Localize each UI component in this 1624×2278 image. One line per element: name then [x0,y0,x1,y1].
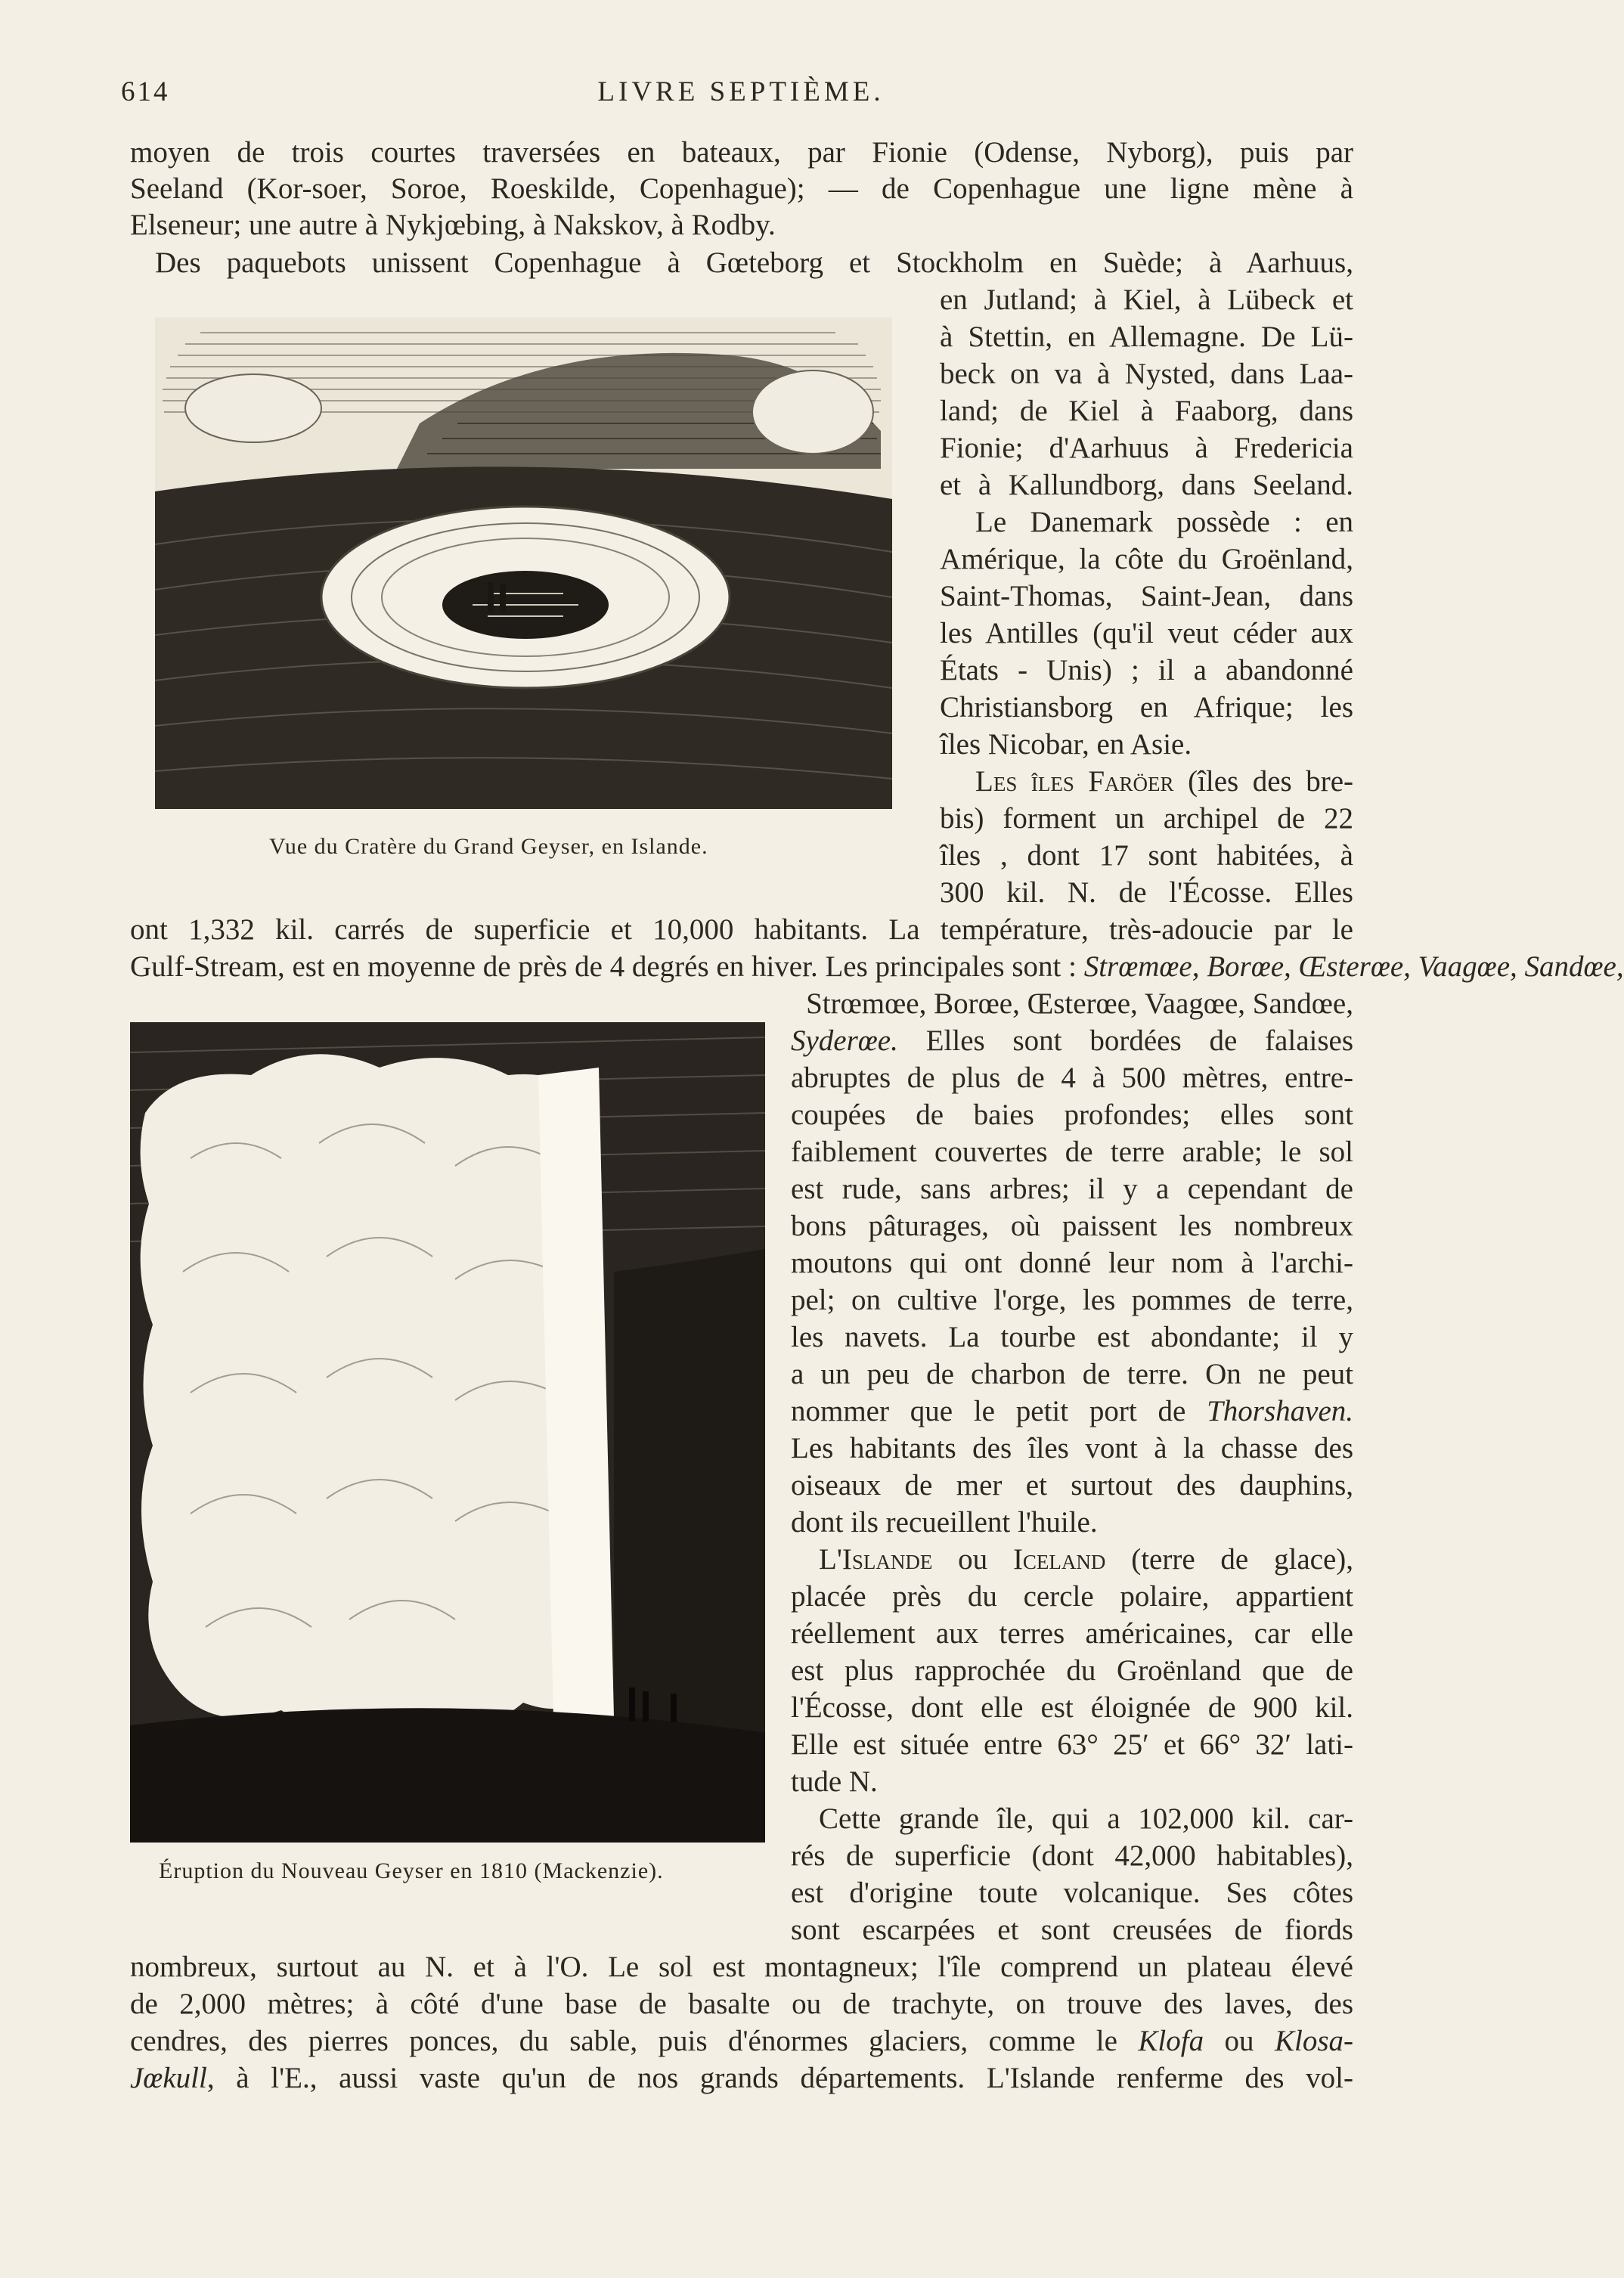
text-line: Les habitants des îles vont à la chasse des [791,1432,1353,1464]
text-line: 300 kil. N. de l'Écosse. Elles [940,876,1353,909]
eruption-engraving [130,1022,765,1843]
text-line: tude N. [791,1765,878,1798]
text-line: coupées de baies profondes; elles sont [791,1099,1353,1131]
page-number: 614 [121,76,170,107]
text-line: est d'origine toute volcanique. Ses côtes [791,1877,1353,1909]
text-line: abruptes de plus de 4 à 500 mètres, entre- [791,1062,1353,1094]
crater-caption: Vue du Cratère du Grand Geyser, en Islande. [269,834,708,859]
crater-engraving [155,318,892,809]
iceland-small-caps: Iceland [1012,1543,1106,1576]
text-line: cendres, des pierres ponces, du sable, puis d'énormes glaciers, comme le Klofa ou Klosa- [130,2025,1354,2057]
text-line: les navets. La tourbe est abondante; il y [791,1321,1353,1353]
text-line: réellement aux terres américaines, car elle [791,1617,1353,1650]
text-line: nommer que le petit port de Thorshaven. [791,1395,1354,1427]
text-line: États - Unis) ; il a abandonné [940,654,1353,686]
text-line: dont ils recueillent l'huile. [791,1506,1098,1539]
text-line: Saint-Thomas, Saint-Jean, dans [940,580,1353,612]
text-line: Amérique, la côte du Groënland, [940,543,1353,575]
text-line: ont 1,332 kil. carrés de superficie et 10,000 habitants. La température, très-adoucie par le [130,913,1353,946]
text-line: Le Danemark possède : en [975,506,1353,538]
joekull-italic: Jœkull [130,2062,207,2094]
text-line: Fionie; d'Aarhuus à Fredericia [940,432,1353,464]
text-line: pel; on cultive l'orge, les pommes de terre, [791,1284,1353,1316]
thorshaven-italic: Thorshaven. [1207,1395,1354,1427]
text-line: est plus rapprochée du Groënland que de [791,1654,1353,1687]
text-line: Les îles Faröer (îles des bre- [975,765,1353,798]
text-line: Elseneur; une autre à Nykjœbing, à Nakskov, à Rodby. [130,209,776,241]
text-line: Strœmœe, Borœe, Œsterœe, Vaagœe, Sandœe, [806,987,1353,1020]
text-line: sont escarpées et sont creusées de fiords [791,1914,1353,1946]
eruption-caption: Éruption du Nouveau Geyser en 1810 (Mackenzie). [159,1858,664,1883]
faroer-small-caps: Les îles Faröer [975,765,1174,798]
text-line: moyen de trois courtes traversées en bateaux, par Fionie (Odense, Nyborg), puis par [130,136,1353,169]
text-line: l'Écosse, dont elle est éloignée de 900 kil. [791,1691,1353,1724]
text-line: à Stettin, en Allemagne. De Lü- [940,321,1353,353]
text-line: oiseaux de mer et surtout des dauphins, [791,1469,1353,1502]
text-line: land; de Kiel à Faaborg, dans [940,395,1353,427]
text-line: nombreux, surtout au N. et à l'O. Le sol est montagneux; l'île comprend un plateau élevé [130,1951,1353,1983]
text-line: îles Nicobar, en Asie. [940,728,1192,761]
text-line: Seeland (Kor-soer, Soroe, Roeskilde, Copenhague); — de Copenhague une ligne mène à [130,172,1353,205]
text-line: Cette grande île, qui a 102,000 kil. car- [819,1802,1353,1835]
text-line: Elle est située entre 63° 25′ et 66° 32′ lati- [791,1728,1353,1761]
text-line: de 2,000 mètres; à côté d'une base de basalte ou de trachyte, on trouve des laves, des [130,1988,1353,2020]
text-line: beck on va à Nysted, dans Laa- [940,358,1353,390]
text-line: a un peu de charbon de terre. On ne peut [791,1358,1353,1390]
klosa-italic: Klosa- [1275,2025,1354,2057]
text-line: îles , dont 17 sont habitées, à [940,839,1353,872]
text-line: Syderœe. Elles sont bordées de falaises [791,1024,1354,1057]
text-line: est rude, sans arbres; il y a cependant de [791,1173,1353,1205]
text-line: Gulf-Stream, est en moyenne de près de 4 degrés en hiver. Les principales sont : Strœmœe, Borœe, Œsterœe, Vaagœe, Sandœe, [130,950,1624,983]
text-line: les Antilles (qu'il veut céder aux [940,617,1353,649]
text-line: bis) forment un archipel de 22 [940,802,1353,835]
running-head: LIVRE SEPTIÈME. [597,76,885,107]
text-line: et à Kallundborg, dans Seeland. [940,469,1353,501]
text-line: L'Islande ou Iceland (terre de glace), [819,1543,1354,1576]
text-line: bons pâturages, où paissent les nombreux [791,1210,1353,1242]
page-header [121,76,1361,113]
text-line: rés de superficie (dont 42,000 habitables), [791,1839,1353,1872]
text-line: placée près du cercle polaire, appartient [791,1580,1353,1613]
klofa-italic: Klofa [1138,2025,1204,2057]
islande-small-caps: L'Islande [819,1543,933,1576]
text-line: moutons qui ont donné leur nom à l'archi- [791,1247,1353,1279]
text-line: Des paquebots unissent Copenhague à Gœteborg et Stockholm en Suède; à Aarhuus, [155,246,1353,279]
text-line: en Jutland; à Kiel, à Lübeck et [940,284,1353,316]
text-line: Jœkull, à l'E., aussi vaste qu'un de nos grands départements. L'Islande renferme des vol- [130,2062,1353,2094]
text-line: Christiansborg en Afrique; les [940,691,1353,724]
text-line: faiblement couvertes de terre arable; le sol [791,1136,1353,1168]
faroe-name-italic: Strœmœe, Borœe, Œsterœe, Vaagœe, Sandœe, [1083,950,1624,983]
